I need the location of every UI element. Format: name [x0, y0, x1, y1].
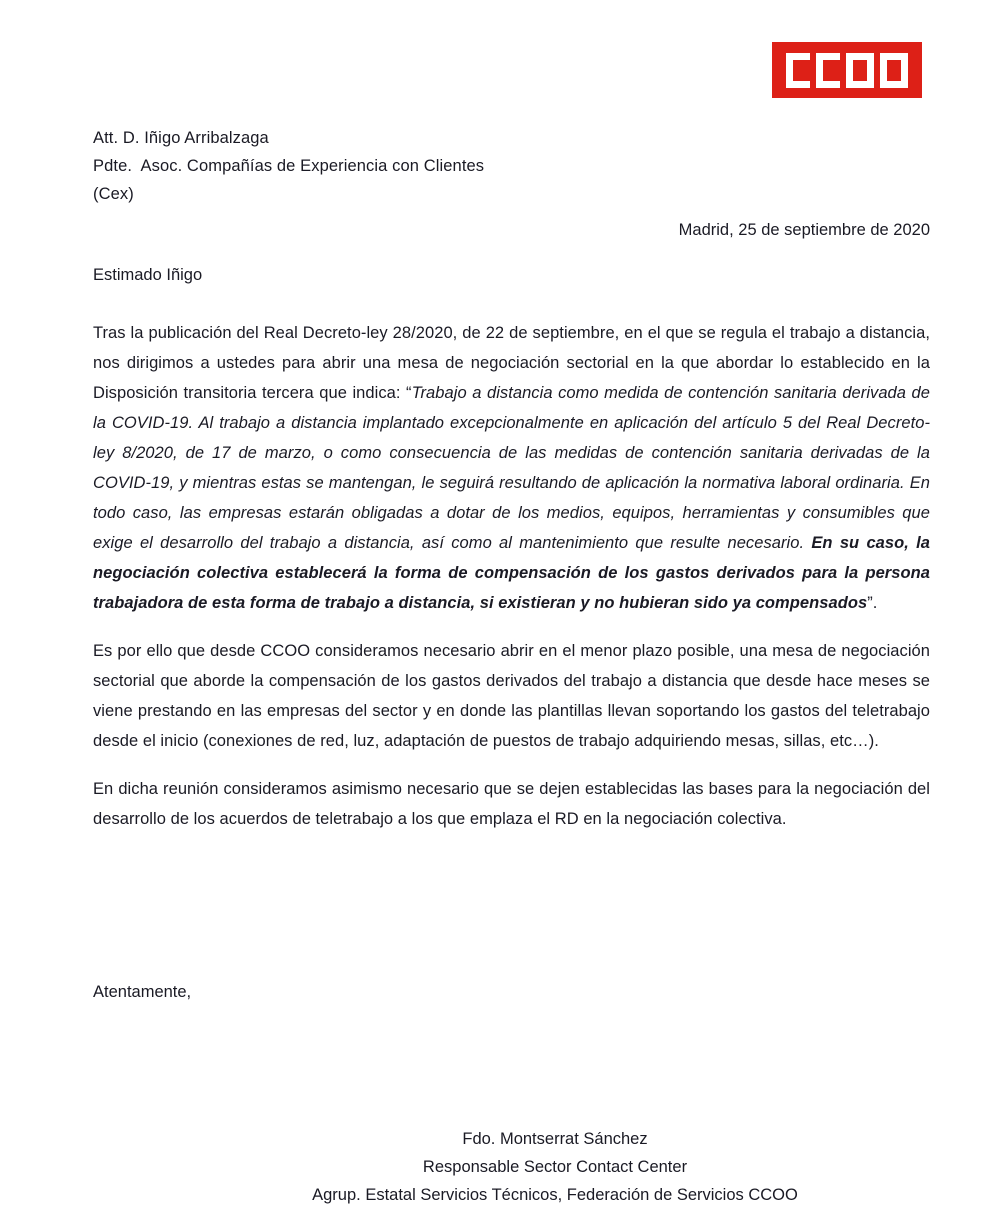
paragraph-2: Es por ello que desde CCOO consideramos necesario abrir en el menor plazo posible, una mesa de negociación sectorial que aborde la compensación de los gastos derivados del trabajo a distancia que desde hace meses se viene prestando en las empresas del sector y en donde las plantillas llevan soportando los gastos del teletrabajo desde el inicio (conexiones de red, luz, adaptación de puestos de trabajo adquiriendo mesas, sillas, etc…).	[93, 642, 930, 750]
ccoo-logo	[772, 42, 922, 98]
quote-close-mark: ”.	[867, 594, 878, 612]
paragraph-1-lead: Tras la publicación del Real Decreto-ley 28/2020, de 22 de septiembre, en el que se regula el trabajo a distancia, nos dirigimos a ustedes para abrir una mesa de negociación sectorial en la que abordar lo establecido en la Disposición transitoria tercera que indica:	[93, 324, 930, 402]
letter-body	[93, 318, 930, 834]
logo-letter-c2	[816, 53, 840, 88]
closing-line: Atentamente,	[93, 983, 192, 1001]
ccoo-logo-letters	[786, 53, 908, 88]
addressee-line-1: Att. D. Iñigo Arribalzaga	[93, 129, 269, 147]
signature-organization: Agrup. Estatal Servicios Técnicos, Federación de Servicios CCOO	[312, 1186, 798, 1204]
quote-italic-text: Trabajo a distancia como medida de contención sanitaria derivada de la COVID-19. Al trabajo a distancia implantado excepcionalmente en aplicación del artículo 5 del Real Decreto-ley 8/2020, de 17 de marzo, o como consecuencia de las medidas de contención sanitaria derivadas de la COVID-19, y mientras estas se mantengan, le seguirá resultando de aplicación la normativa laboral ordinaria. En todo caso, las empresas estarán obligadas a dotar de los medios, equipos, herramientas y consumibles que exige el desarrollo del trabajo a distancia, así como al mantenimiento que resulte necesario.	[93, 384, 931, 552]
logo-letter-o1	[846, 53, 874, 88]
addressee-line-2: Pdte. Asoc. Compañías de Experiencia con Clientes	[93, 157, 485, 175]
paragraph-1	[93, 318, 930, 618]
greeting: Estimado Iñigo	[93, 266, 203, 284]
date-line: Madrid, 25 de septiembre de 2020	[678, 221, 930, 239]
quote-open-mark: “	[406, 384, 412, 402]
signature-name: Fdo. Montserrat Sánchez	[462, 1130, 648, 1148]
quote-bold-italic-text: En su caso, la negociación colectiva establecerá la forma de compensación de los gastos derivados para la persona trabajadora de esta forma de trabajo a distancia, si existieran y no hubieran sido ya compensados	[93, 534, 931, 612]
signature-block	[170, 1125, 940, 1207]
signature-role: Responsable Sector Contact Center	[422, 1158, 688, 1176]
logo-letter-o2	[880, 53, 908, 88]
addressee-line-3: (Cex)	[93, 185, 134, 203]
addressee-block	[93, 124, 793, 208]
paragraph-3: En dicha reunión consideramos asimismo necesario que se dejen establecidas las bases para la negociación del desarrollo de los acuerdos de teletrabajo a los que emplaza el RD en la negociación colectiva.	[93, 780, 930, 828]
logo-letter-c1	[786, 53, 810, 88]
